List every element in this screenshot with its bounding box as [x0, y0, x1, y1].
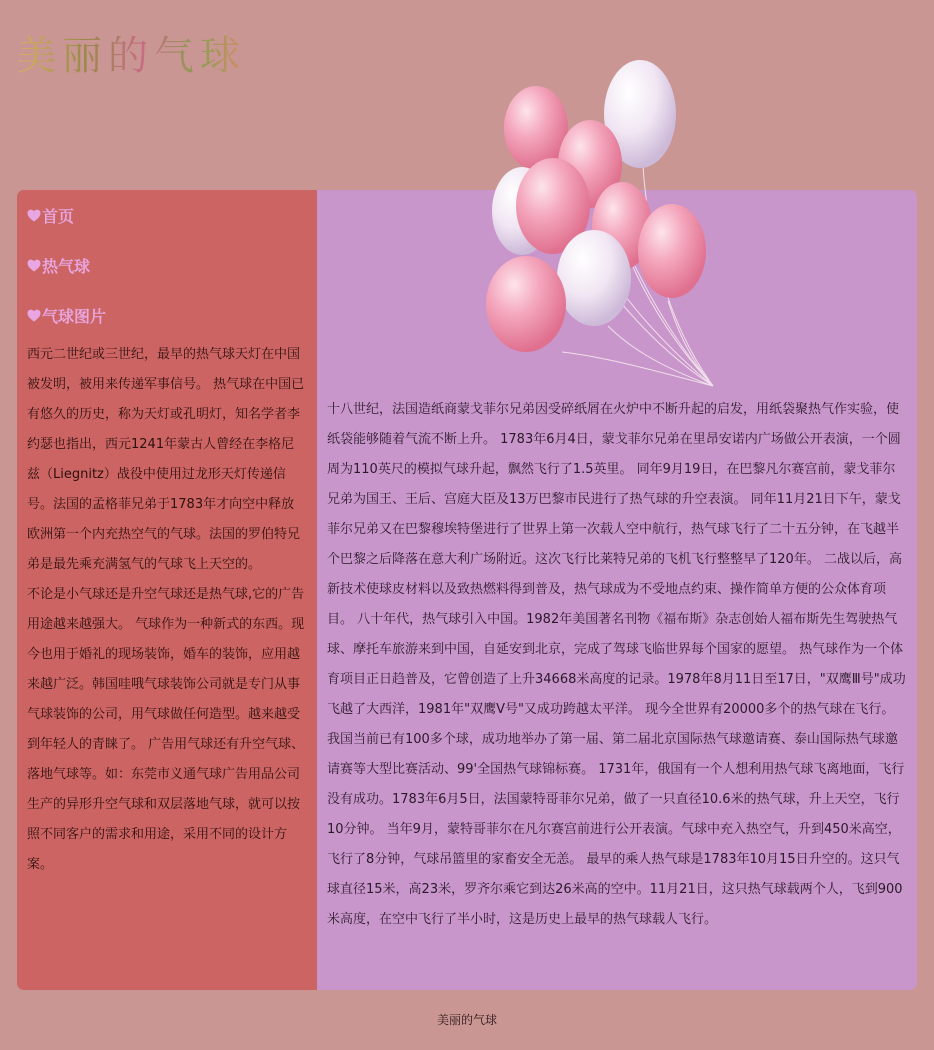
nav-item-hot-air-balloon[interactable] [27, 240, 307, 290]
nav-item-home[interactable] [27, 190, 307, 240]
nav-item-label: 气球图片 [42, 306, 107, 326]
sidebar-paragraph-advertising: 不论是小气球还是升空气球还是热气球,它的广告用途越来越强大。 气球作为一种新式的东西。现今也用于婚礼的现场装饰，婚车的装饰，应用越来越广泛。韩国哇哦气球装饰公司就是专门从事气球装饰的公司，用气球做任何造型。越来越受到年轻人的青睐了。 广告用气球还有升空气球、落地气球等。如：东莞市义通气球广告用品公司生产的异形升空气球和双层落地气球，就可以按照不同客户的需求和用途，采用不同的设计方案。 [27, 587, 305, 872]
balloon [557, 230, 631, 326]
heart-icon [27, 209, 41, 222]
article-text: 十八世纪，法国造纸商蒙戈菲尔兄弟因受碎纸屑在火炉中不断升起的启发，用纸袋聚热气作实验，使纸袋能够随着气流不断上升。 1783年6月4日，蒙戈菲尔兄弟在里昂安诺内广场做公开表演，一个圆周为110英尺的模拟气球升起，飘然飞行了1.5英里。 同年9月19日，在巴黎凡尔赛宫前，蒙戈菲尔兄弟为国王、王后、宫庭大臣及13万巴黎市民进行了热气球的升空表演。 同年11月21日下午，蒙戈菲尔兄弟又在巴黎穆埃特堡进行了世界上第一次载人空中航行，热气球飞行了二十五分钟，在飞越半个巴黎之后降落在意大利广场附近。这次飞行比莱特兄弟的飞机飞行整整早了120年。 二战以后，高新技术使球皮材料以及致热燃料得到普及，热气球成为不受地点约束、操作简单方便的公众体育项目。 八十年代，热气球引入中国。1982年美国著名刊物《福布斯》杂志创始人福布斯先生驾驶热气球、摩托车旅游来到中国，自延安到北京，完成了驾球飞临世界每个国家的愿望。 热气球作为一个体育项目正日趋普及，它曾创造了上升34668米高度的记录。1978年8月11日至17日，"双鹰Ⅲ号"成功飞越了大西洋，1981年"双鹰Ⅴ号"又成功跨越太平洋。 现今全世界有20000多个的热气球在飞行。我国当前已有100多个球，成功地举办了第一届、第二届北京国际热气球邀请赛、泰山国际热气球邀请赛等大型比赛活动、99'全国热气球锦标赛。 1731年，俄国有一个人想利用热气球飞离地面，飞行没有成功。1783年6月5日，法国蒙特哥菲尔兄弟，做了一只直径10.6米的热气球，升上天空，飞行10分钟。 当年9月，蒙特哥菲尔在凡尔赛宫前进行公开表演。气球中充入热空气，升到450米高空，飞行了8分钟，气球吊篮里的家畜安全无恙。 最早的乘人热气球是1783年10月15日升空的。这只气球直径15米，高23米，罗齐尔乘它到达26米高的空中。11月21日，这只热气球载两个人，飞到900米高度，在空中飞行了半小时，这是历史上最早的热气球载人飞行。 [327, 402, 906, 927]
heart-icon [27, 309, 41, 322]
balloons-illustration [478, 56, 718, 391]
heart-icon [27, 259, 41, 272]
sidebar [17, 190, 317, 990]
sidebar-paragraph-history: 西元二世纪或三世纪，最早的热气球天灯在中国被发明，被用来传递军事信号。 热气球在中国已有悠久的历史，称为天灯或孔明灯，知名学者李约瑟也指出，西元1241年蒙古人曾经在李格尼兹（Liegnitz）战役中使用过龙形天灯传递信号。法国的孟格菲兄弟于1783年才向空中释放欧洲第一个内充热空气的气球。法国的罗伯特兄弟是最先乘充满氢气的气球飞上天空的。 [27, 347, 305, 572]
balloon [486, 256, 566, 352]
nav-item-balloon-pictures[interactable] [27, 290, 307, 340]
nav-menu [27, 190, 307, 340]
site-title: 美丽的气球 [16, 28, 246, 84]
footer: 美丽的气球 [436, 1013, 497, 1027]
nav-item-label: 首页 [42, 206, 75, 226]
balloon [638, 204, 706, 298]
nav-item-label: 热气球 [42, 256, 91, 276]
